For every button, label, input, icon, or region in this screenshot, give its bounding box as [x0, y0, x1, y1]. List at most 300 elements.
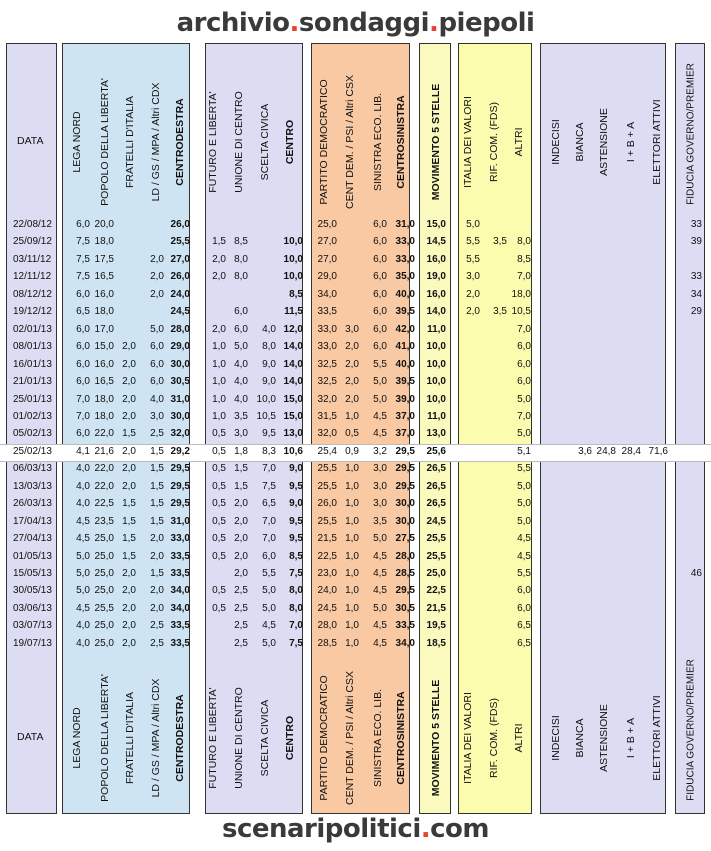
row-date: 16/01/13: [13, 358, 52, 370]
data-cell: 27,0: [317, 253, 337, 265]
data-cell: 7,5: [289, 637, 303, 649]
data-cell: 30,5: [395, 602, 415, 614]
data-cell: 5,0: [517, 498, 531, 510]
data-cell: 1,0: [345, 637, 359, 649]
data-cell: 1,5: [150, 480, 164, 492]
data-cell: 1,0: [345, 620, 359, 632]
column-header: I + B + A: [625, 121, 637, 163]
data-cell: 2,5: [150, 428, 164, 440]
data-cell: 1,0: [345, 498, 359, 510]
data-cell: 14,0: [283, 358, 303, 370]
data-cell: 2,0: [345, 358, 359, 370]
data-cell: 6,0: [373, 341, 387, 353]
column-header: FUTURO E LIBERTA': [207, 91, 219, 193]
column-header: UNIONE DI CENTRO: [233, 687, 245, 789]
data-cell: 5,0: [76, 585, 90, 597]
data-cell: 30,0: [395, 515, 415, 527]
data-cell: 10,0: [283, 271, 303, 283]
row-date: 08/01/13: [13, 341, 52, 353]
data-cell: 2,0: [150, 585, 164, 597]
column-header: CENTROSINISTRA: [395, 691, 407, 785]
data-cell: 29,5: [170, 498, 190, 510]
column-header: FIDUCIA GOVERNO/PREMIER: [685, 659, 697, 801]
data-cell: 22,0: [94, 480, 114, 492]
column-header: LD / GS / MPA / Altri CDX: [150, 678, 162, 798]
data-cell: 1,5: [150, 445, 164, 457]
column-header: FUTURO E LIBERTA': [207, 687, 219, 789]
data-cell: 1,5: [150, 463, 164, 475]
data-cell: 33,5: [170, 568, 190, 579]
column-header: BIANCA: [574, 122, 586, 162]
data-cell: 3,0: [150, 410, 164, 422]
data-cell: 32,5: [317, 358, 337, 370]
data-cell: 4,0: [76, 620, 90, 632]
data-cell: 31,0: [170, 393, 190, 405]
column-header: FRATELLI D'ITALIA: [124, 95, 136, 189]
data-cell: 2,0: [150, 602, 164, 614]
data-cell: 26,0: [170, 271, 190, 283]
data-cell: 18,0: [94, 306, 114, 318]
data-cell: 1,0: [345, 410, 359, 422]
data-cell: 2,0: [234, 498, 248, 510]
data-cell: 22,5: [426, 585, 446, 597]
data-cell: 6,0: [517, 585, 531, 597]
data-cell: 25,0: [94, 533, 114, 545]
row-date: 08/12/12: [13, 288, 52, 300]
data-cell: 5,5: [517, 463, 531, 475]
data-cell: 22,5: [94, 498, 114, 510]
data-cell: 28,4: [621, 445, 641, 457]
data-cell: 4,5: [373, 585, 387, 597]
data-cell: 33,5: [395, 620, 415, 632]
column-header: POPOLO DELLA LIBERTA': [99, 674, 111, 802]
data-cell: 5,5: [466, 253, 480, 265]
data-cell: 6,0: [373, 288, 387, 300]
data-cell: 9,0: [289, 463, 303, 475]
data-cell: 4,5: [373, 550, 387, 562]
data-cell: 1,0: [345, 533, 359, 545]
data-cell: 8,5: [289, 550, 303, 562]
data-cell: 0,5: [212, 585, 226, 597]
data-cell: 7,0: [262, 515, 276, 527]
row-date: 03/07/13: [13, 620, 52, 632]
data-cell: 34,0: [170, 602, 190, 614]
data-cell: 2,0: [345, 393, 359, 405]
data-cell: 6,0: [76, 341, 90, 353]
data-cell: 6,0: [76, 288, 90, 300]
data-cell: 34,0: [170, 585, 190, 597]
data-cell: 33,0: [170, 533, 190, 545]
data-cell: 1,0: [345, 568, 359, 579]
data-cell: 6,0: [373, 219, 387, 230]
data-cell: 0,5: [345, 428, 359, 440]
data-cell: 39,5: [395, 306, 415, 318]
data-cell: 29: [690, 306, 702, 318]
data-cell: 28,0: [317, 620, 337, 632]
data-cell: 31,0: [395, 219, 415, 230]
data-cell: 4,5: [76, 533, 90, 545]
data-cell: 6,0: [517, 376, 531, 388]
data-cell: 1,0: [212, 410, 226, 422]
column-header: POPOLO DELLA LIBERTA': [99, 78, 111, 206]
data-cell: 33,5: [170, 550, 190, 562]
data-cell: 7,0: [262, 533, 276, 545]
column-header: MOVIMENTO 5 STELLE: [430, 83, 442, 201]
column-header: PARTITO DEMOCRATICO: [318, 79, 330, 205]
data-cell: 1,5: [122, 498, 136, 510]
data-cell: 4,5: [517, 533, 531, 545]
data-cell: 41,0: [395, 341, 415, 353]
data-cell: 10,5: [256, 410, 276, 422]
data-cell: 33: [690, 271, 702, 283]
row-date: 06/03/13: [13, 463, 52, 475]
data-cell: 2,0: [212, 253, 226, 265]
column-header: ALTRI: [513, 127, 525, 157]
data-cell: 5,0: [262, 585, 276, 597]
row-date: 26/03/13: [13, 498, 52, 510]
data-cell: 4,1: [76, 445, 90, 457]
data-cell: 0,5: [212, 550, 226, 562]
data-cell: 46: [690, 568, 702, 579]
column-header: SINISTRA ECO. LIB.: [372, 688, 384, 788]
header-dot: .: [289, 8, 299, 38]
row-date: 03/06/13: [13, 602, 52, 614]
data-cell: 4,0: [76, 480, 90, 492]
data-cell: 9,5: [289, 480, 303, 492]
data-cell: 25,5: [317, 515, 337, 527]
column-header: SCELTA CIVICA: [259, 103, 271, 181]
data-cell: 27,5: [395, 533, 415, 545]
data-cell: 29,0: [317, 271, 337, 283]
data-cell: 28,0: [395, 550, 415, 562]
data-cell: 2,5: [234, 585, 248, 597]
data-cell: 5,0: [517, 393, 531, 405]
data-cell: 25,5: [170, 236, 190, 248]
data-cell: 9,0: [262, 376, 276, 388]
data-cell: 13,0: [283, 428, 303, 440]
data-cell: 5,0: [76, 568, 90, 579]
data-cell: 1,5: [122, 428, 136, 440]
data-cell: 32,0: [317, 428, 337, 440]
data-cell: 2,0: [122, 393, 136, 405]
data-cell: 15,0: [94, 341, 114, 353]
data-cell: 2,0: [150, 288, 164, 300]
data-cell: 23,5: [94, 515, 114, 527]
column-header: LEGA NORD: [71, 111, 83, 173]
data-cell: 25,0: [94, 550, 114, 562]
data-cell: 26,0: [317, 498, 337, 510]
data-cell: 5,0: [262, 637, 276, 649]
data-cell: 2,0: [122, 410, 136, 422]
data-cell: 1,5: [150, 515, 164, 527]
column-header: INDECISI: [550, 119, 562, 165]
data-cell: 40,0: [395, 288, 415, 300]
data-cell: 6,5: [76, 306, 90, 318]
data-cell: 25,5: [94, 602, 114, 614]
data-cell: 3,0: [345, 323, 359, 335]
data-cell: 8,5: [234, 236, 248, 248]
date-column-header: DATA: [17, 135, 44, 147]
data-cell: 4,5: [373, 637, 387, 649]
data-cell: 3,2: [373, 445, 387, 457]
footer-part: scenaripolitici: [221, 814, 421, 844]
data-cell: 21,6: [94, 445, 114, 457]
data-cell: 33,5: [170, 637, 190, 649]
data-cell: 6,0: [262, 550, 276, 562]
data-cell: 1,5: [150, 568, 164, 579]
data-cell: 6,0: [76, 376, 90, 388]
column-header: FRATELLI D'ITALIA: [124, 691, 136, 785]
data-cell: 26,0: [170, 219, 190, 230]
column-header: RIF. COM. (FDS): [488, 102, 500, 182]
data-cell: 6,0: [76, 219, 90, 230]
data-cell: 7,0: [262, 463, 276, 475]
data-cell: 12,0: [283, 323, 303, 335]
row-date: 30/05/13: [13, 585, 52, 597]
data-cell: 5,0: [466, 219, 480, 230]
data-cell: 33,0: [317, 341, 337, 353]
data-cell: 6,0: [76, 358, 90, 370]
data-cell: 1,0: [212, 376, 226, 388]
data-cell: 11,0: [427, 410, 446, 422]
data-cell: 5,0: [373, 393, 387, 405]
data-cell: 6,0: [150, 376, 164, 388]
header-part: archivio: [176, 8, 290, 38]
data-cell: 17,0: [94, 323, 114, 335]
data-cell: 6,0: [373, 323, 387, 335]
column-header: CENTROSINISTRA: [395, 95, 407, 189]
data-cell: 37,0: [395, 428, 415, 440]
row-date: 05/02/13: [13, 428, 52, 440]
data-cell: 14,0: [426, 306, 446, 318]
data-cell: 4,0: [234, 376, 248, 388]
data-cell: 3,0: [373, 498, 387, 510]
data-cell: 7,0: [517, 410, 531, 422]
column-header: ITALIA DEI VALORI: [462, 692, 474, 784]
data-cell: 24,0: [170, 288, 190, 300]
data-cell: 32,5: [317, 376, 337, 388]
data-cell: 8,3: [262, 445, 276, 457]
header-part: piepoli: [438, 8, 535, 38]
data-cell: 25,0: [426, 568, 446, 579]
data-cell: 1,5: [122, 515, 136, 527]
data-cell: 4,5: [373, 410, 387, 422]
data-cell: 17,5: [94, 253, 114, 265]
data-cell: 7,0: [517, 271, 531, 283]
data-cell: 3,5: [373, 515, 387, 527]
data-cell: 29,5: [170, 463, 190, 475]
row-date: 21/01/13: [13, 376, 52, 388]
data-cell: 16,0: [94, 358, 114, 370]
data-cell: 4,5: [373, 428, 387, 440]
data-cell: 0,5: [212, 463, 226, 475]
data-cell: 71,6: [648, 445, 668, 457]
column-header: BIANCA: [574, 718, 586, 758]
data-cell: 3,6: [578, 445, 592, 457]
data-cell: 1,0: [345, 463, 359, 475]
data-cell: 2,0: [234, 533, 248, 545]
data-cell: 8,0: [234, 271, 248, 283]
data-cell: 5,0: [373, 533, 387, 545]
data-cell: 8,5: [289, 288, 303, 300]
column-header: LD / GS / MPA / Altri CDX: [150, 82, 162, 202]
column-header: CENTRODESTRA: [174, 694, 186, 782]
data-cell: 1,0: [212, 341, 226, 353]
column-header: LEGA NORD: [71, 707, 83, 769]
data-cell: 8,0: [262, 341, 276, 353]
column-header: CENTRO: [284, 119, 296, 165]
data-cell: 1,5: [122, 533, 136, 545]
data-cell: 30,0: [170, 358, 190, 370]
data-cell: 1,5: [150, 498, 164, 510]
data-cell: 1,0: [345, 585, 359, 597]
row-date: 01/05/13: [13, 550, 52, 562]
row-date: 12/11/12: [13, 271, 52, 283]
data-cell: 19,5: [426, 620, 446, 632]
data-cell: 7,0: [76, 393, 90, 405]
data-cell: 2,0: [122, 445, 136, 457]
data-cell: 2,5: [150, 620, 164, 632]
data-cell: 5,0: [262, 602, 276, 614]
row-date: 19/12/12: [13, 306, 52, 318]
row-date: 17/04/13: [13, 515, 52, 527]
data-cell: 6,5: [517, 637, 531, 649]
site-footer: [0, 814, 711, 844]
column-header: RIF. COM. (FDS): [488, 698, 500, 778]
data-cell: 2,0: [234, 550, 248, 562]
row-date: 25/09/12: [13, 236, 52, 248]
data-cell: 4,5: [76, 602, 90, 614]
row-date: 03/11/12: [13, 253, 52, 265]
data-cell: 26,5: [426, 498, 446, 510]
data-cell: 1,0: [345, 480, 359, 492]
data-cell: 0,5: [212, 428, 226, 440]
data-cell: 4,5: [76, 515, 90, 527]
footer-part: com: [430, 814, 490, 844]
data-cell: 0,5: [212, 480, 226, 492]
data-cell: 24,0: [317, 585, 337, 597]
row-date: 27/04/13: [13, 533, 52, 545]
data-cell: 18,0: [94, 236, 114, 248]
data-cell: 4,5: [373, 568, 387, 579]
data-cell: 4,0: [262, 323, 276, 335]
data-cell: 3,0: [466, 271, 480, 283]
data-cell: 10,5: [511, 306, 531, 318]
data-cell: 5,0: [76, 550, 90, 562]
data-cell: 29,0: [170, 341, 190, 353]
column-header: MOVIMENTO 5 STELLE: [430, 679, 442, 797]
data-cell: 6,0: [76, 323, 90, 335]
site-header: [0, 8, 711, 38]
data-cell: 16,0: [426, 288, 446, 300]
data-cell: 2,0: [345, 376, 359, 388]
row-date: 25/02/13: [13, 445, 52, 457]
data-cell: 3,0: [234, 428, 248, 440]
data-cell: 29,5: [170, 480, 190, 492]
data-cell: 5,0: [150, 323, 164, 335]
data-cell: 2,0: [345, 341, 359, 353]
data-cell: 34,0: [317, 288, 337, 300]
data-cell: 1,0: [345, 602, 359, 614]
data-cell: 2,0: [212, 271, 226, 283]
data-cell: 22,0: [94, 463, 114, 475]
data-cell: 29,2: [170, 445, 190, 457]
column-header: ITALIA DEI VALORI: [462, 96, 474, 188]
data-cell: 28,5: [395, 568, 415, 579]
data-cell: 6,0: [517, 358, 531, 370]
column-header: SCELTA CIVICA: [259, 699, 271, 777]
data-cell: 16,0: [426, 253, 446, 265]
data-cell: 10,6: [283, 445, 303, 457]
data-cell: 6,5: [262, 498, 276, 510]
column-header: CENTRODESTRA: [174, 98, 186, 186]
data-cell: 1,5: [122, 550, 136, 562]
data-cell: 24,5: [170, 306, 190, 318]
data-cell: 10,0: [283, 253, 303, 265]
data-cell: 4,0: [76, 498, 90, 510]
data-cell: 5,5: [466, 236, 480, 248]
data-cell: 11,0: [427, 323, 446, 335]
data-cell: 33,0: [395, 253, 415, 265]
data-cell: 2,0: [150, 550, 164, 562]
data-cell: 7,5: [76, 271, 90, 283]
data-cell: 9,0: [289, 498, 303, 510]
header-part: sondaggi: [298, 8, 430, 38]
row-date: 22/08/12: [13, 219, 52, 230]
data-cell: 26,5: [426, 463, 446, 475]
data-cell: 2,0: [122, 585, 136, 597]
data-cell: 21,5: [426, 602, 446, 614]
data-cell: 18,0: [94, 410, 114, 422]
data-cell: 0,5: [212, 498, 226, 510]
data-cell: 42,0: [395, 323, 415, 335]
data-cell: 4,5: [373, 620, 387, 632]
data-cell: 14,0: [283, 376, 303, 388]
data-cell: 5,5: [517, 568, 531, 579]
row-date: 15/05/13: [13, 568, 52, 579]
data-cell: 24,5: [317, 602, 337, 614]
data-cell: 6,0: [373, 253, 387, 265]
data-cell: 28,0: [170, 323, 190, 335]
data-cell: 7,5: [262, 480, 276, 492]
data-cell: 29,5: [395, 480, 415, 492]
data-cell: 33: [690, 219, 702, 230]
data-cell: 1,0: [212, 358, 226, 370]
data-cell: 6,0: [373, 236, 387, 248]
data-cell: 2,0: [150, 271, 164, 283]
data-cell: 25,5: [426, 533, 446, 545]
data-cell: 5,1: [517, 445, 531, 457]
column-header: UNIONE DI CENTRO: [233, 91, 245, 193]
data-cell: 31,5: [317, 410, 337, 422]
data-cell: 6,0: [234, 306, 248, 318]
data-cell: 2,0: [122, 568, 136, 579]
data-cell: 25,0: [317, 219, 337, 230]
data-cell: 30,5: [170, 376, 190, 388]
data-cell: 5,5: [262, 568, 276, 579]
data-cell: 31,0: [170, 515, 190, 527]
data-cell: 33,0: [317, 323, 337, 335]
data-cell: 13,0: [426, 428, 446, 440]
data-cell: 23,0: [317, 568, 337, 579]
data-cell: 39,0: [395, 393, 415, 405]
data-cell: 10,0: [426, 393, 446, 405]
date-column-header: DATA: [17, 731, 44, 743]
data-cell: 39: [690, 236, 702, 248]
column-header: ASTENSIONE: [598, 108, 610, 176]
data-cell: 29,5: [395, 585, 415, 597]
column-header: I + B + A: [625, 717, 637, 759]
